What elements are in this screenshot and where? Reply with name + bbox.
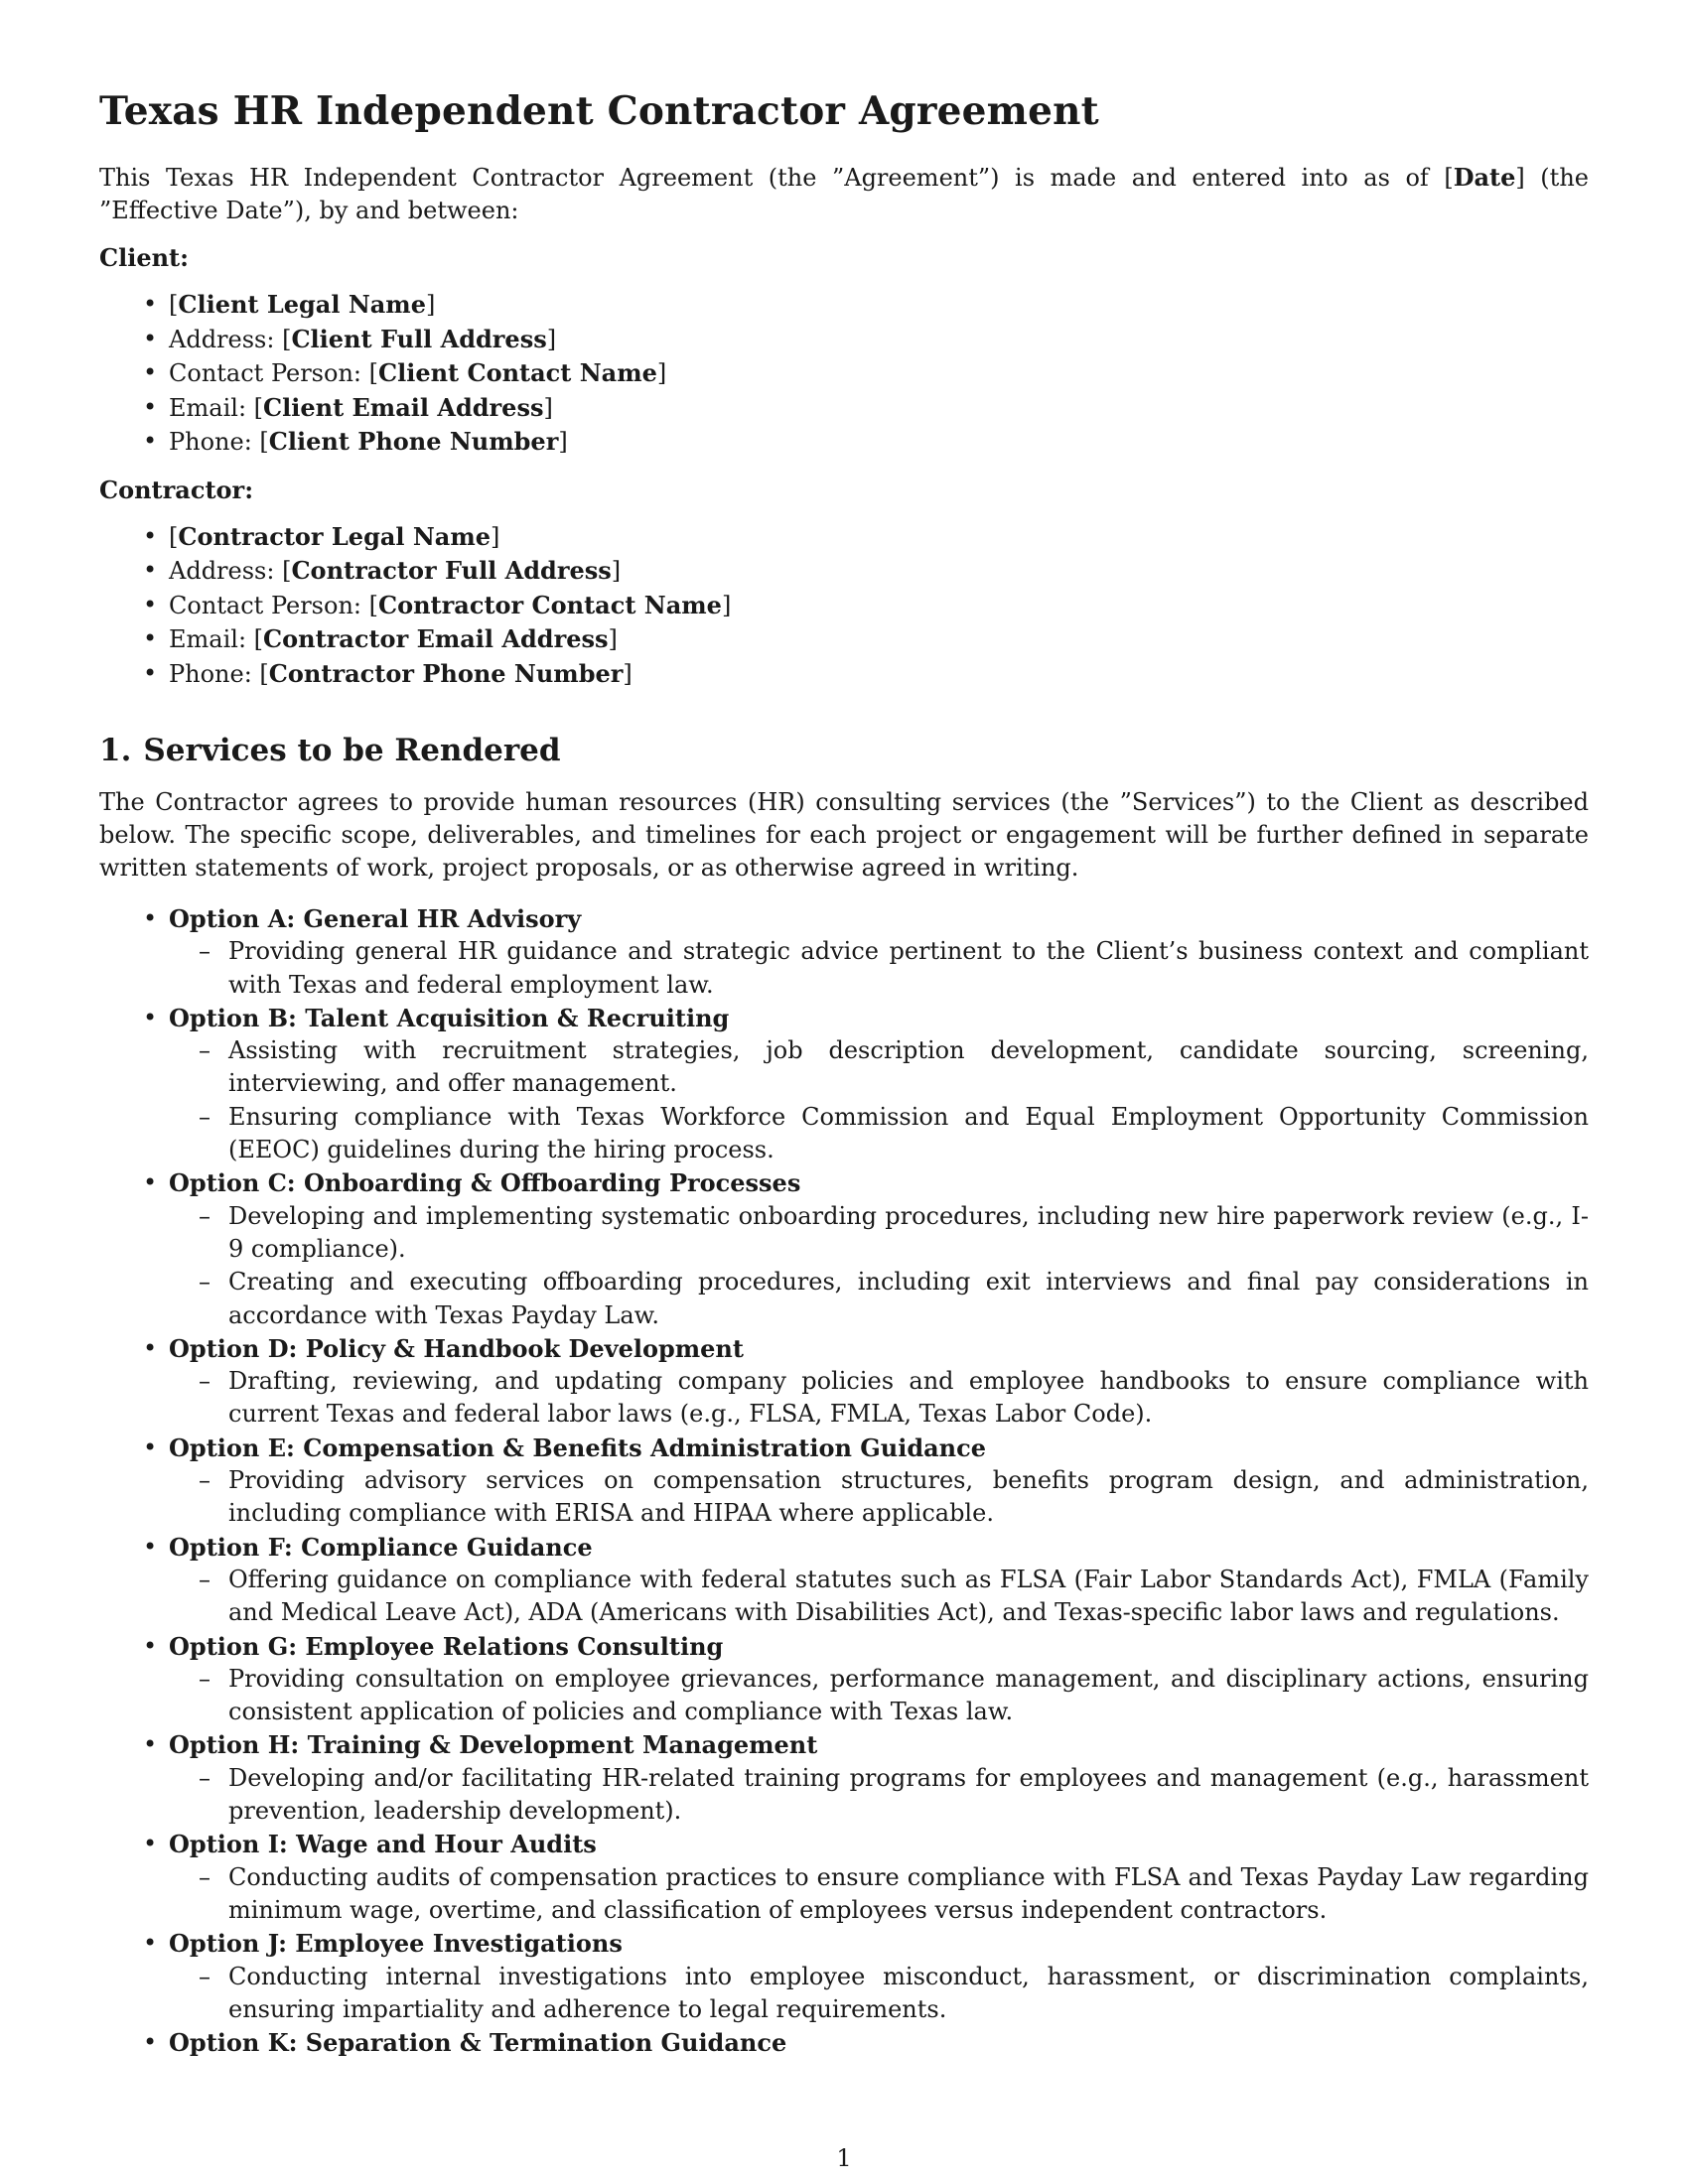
service-option — [169, 1927, 1589, 2026]
contractor-detail-item: • Contact Person: [Contractor Contact Name] — [169, 589, 1589, 623]
service-options-list — [99, 902, 1589, 2059]
service-option-detail: – Developing and/or facilitating HR-related training programs for employees and management (e.g., harassment prevention, leadership development). — [228, 1762, 1589, 1829]
contractor-detail-item: • Email: [Contractor Email Address] — [169, 622, 1589, 657]
service-option — [169, 1002, 1589, 1166]
service-option — [169, 1432, 1589, 1531]
document-page — [99, 87, 1589, 2059]
service-option-details — [169, 1564, 1589, 1630]
service-option-detail: – Providing general HR guidance and strategic advice pertinent to the Client’s business context and compliant with Texas and federal employment law. — [228, 935, 1589, 1002]
client-detail-item: • Address: [Client Full Address] — [169, 323, 1589, 357]
section-1-paragraph: The Contractor agrees to provide human resources (HR) consulting services (the ”Services”) to the Client as described below. The specific scope, deliverables, and timelines for each project or engagement will be further defined in separate written statements of work, project proposals, or as otherwise agreed in writing. — [99, 788, 1589, 882]
service-option — [169, 1531, 1589, 1630]
service-option-title: • Option H: Training & Development Management — [169, 1730, 818, 1760]
service-option — [169, 902, 1589, 1002]
service-option-title: • Option F: Compliance Guidance — [169, 1532, 593, 1562]
contractor-details-list — [99, 520, 1589, 692]
service-option-detail: – Drafting, reviewing, and updating company policies and employee handbooks to ensure compliance with current Texas and federal labor laws (e.g., FLSA, FMLA, Texas Labor Code). — [228, 1365, 1589, 1432]
contractor-detail-item: • Address: [Contractor Full Address] — [169, 554, 1589, 589]
service-option-details — [169, 1365, 1589, 1432]
client-label: Client: — [99, 243, 189, 272]
intro-text-after: ] (the ”Effective Date”), by and between: — [99, 164, 1589, 224]
service-option-detail: – Conducting internal investigations into employee misconduct, harassment, or discrimination complaints, ensuring impartiality and adherence to legal requirements. — [228, 1961, 1589, 2027]
service-option-title: • Option A: General HR Advisory — [169, 904, 582, 933]
service-option-details — [169, 1961, 1589, 2027]
service-option-details — [169, 1663, 1589, 1729]
service-option-details — [169, 1762, 1589, 1829]
service-option-detail: – Assisting with recruitment strategies, job description development, candidate sourcing, screening, interviewing, and offer management. — [228, 1034, 1589, 1101]
service-option-title: • Option J: Employee Investigations — [169, 1929, 623, 1959]
intro-date-placeholder: Date — [1453, 163, 1516, 192]
client-detail-item: • Phone: [Client Phone Number] — [169, 425, 1589, 460]
page-number: 1 — [836, 2144, 852, 2172]
client-detail-item: • [Client Legal Name] — [169, 288, 1589, 323]
service-option-detail: – Conducting audits of compensation practices to ensure compliance with FLSA and Texas Payday Law regarding minimum wage, overtime, and classification of employees versus independent contractors. — [228, 1861, 1589, 1928]
service-option-title: • Option I: Wage and Hour Audits — [169, 1830, 597, 1859]
section-1-heading — [99, 731, 1589, 770]
intro-paragraph — [99, 161, 1589, 227]
service-option — [169, 2026, 1589, 2059]
service-option-title: • Option B: Talent Acquisition & Recruiting — [169, 1003, 730, 1032]
section-1-title: Services to be Rendered — [143, 733, 561, 768]
service-option-detail: – Providing consultation on employee grievances, performance management, and disciplinary actions, ensuring consistent application of policies and compliance with Texas law. — [228, 1663, 1589, 1729]
service-option — [169, 1630, 1589, 1729]
client-details-list — [99, 288, 1589, 460]
service-option-detail: – Creating and executing offboarding procedures, including exit interviews and final pay considerations in accordance with Texas Payday Law. — [228, 1266, 1589, 1332]
service-option — [169, 1828, 1589, 1927]
service-option-detail: – Developing and implementing systematic onboarding procedures, including new hire paperwork review (e.g., I-9 compliance). — [228, 1200, 1589, 1267]
service-option-details — [169, 935, 1589, 1002]
contractor-detail-item: • [Contractor Legal Name] — [169, 520, 1589, 555]
service-option-title: • Option K: Separation & Termination Guidance — [169, 2028, 787, 2058]
service-option-details — [169, 1861, 1589, 1928]
service-option-details — [169, 1034, 1589, 1166]
service-option-title: • Option G: Employee Relations Consulting — [169, 1631, 724, 1661]
service-option-detail: – Offering guidance on compliance with federal statutes such as FLSA (Fair Labor Standards Act), FMLA (Family and Medical Leave Act), ADA (Americans with Disabilities Act), and Texas-specific labor laws and regulations. — [228, 1564, 1589, 1630]
contractor-detail-item: • Phone: [Contractor Phone Number] — [169, 657, 1589, 692]
service-option — [169, 1728, 1589, 1828]
service-option — [169, 1332, 1589, 1432]
service-option-details — [169, 1464, 1589, 1531]
service-option-title: • Option D: Policy & Handbook Development — [169, 1333, 744, 1363]
document-title: Texas HR Independent Contractor Agreement — [99, 88, 1099, 134]
intro-text-before: This Texas HR Independent Contractor Agreement (the ”Agreement”) is made and entered into as of [ — [99, 164, 1454, 192]
service-option — [169, 1166, 1589, 1331]
section-1-number: 1. — [99, 733, 132, 768]
service-option-details — [169, 1200, 1589, 1332]
client-detail-item: • Contact Person: [Client Contact Name] — [169, 356, 1589, 391]
service-option-detail: – Providing advisory services on compensation structures, benefits program design, and administration, including compliance with ERISA and HIPAA where applicable. — [228, 1464, 1589, 1531]
service-option-title: • Option E: Compensation & Benefits Administration Guidance — [169, 1433, 987, 1462]
service-option-title: • Option C: Onboarding & Offboarding Processes — [169, 1168, 801, 1198]
client-detail-item: • Email: [Client Email Address] — [169, 391, 1589, 426]
contractor-label: Contractor: — [99, 475, 254, 504]
service-option-detail: – Ensuring compliance with Texas Workforce Commission and Equal Employment Opportunity Commission (EEOC) guidelines during the hiring process. — [228, 1101, 1589, 1167]
